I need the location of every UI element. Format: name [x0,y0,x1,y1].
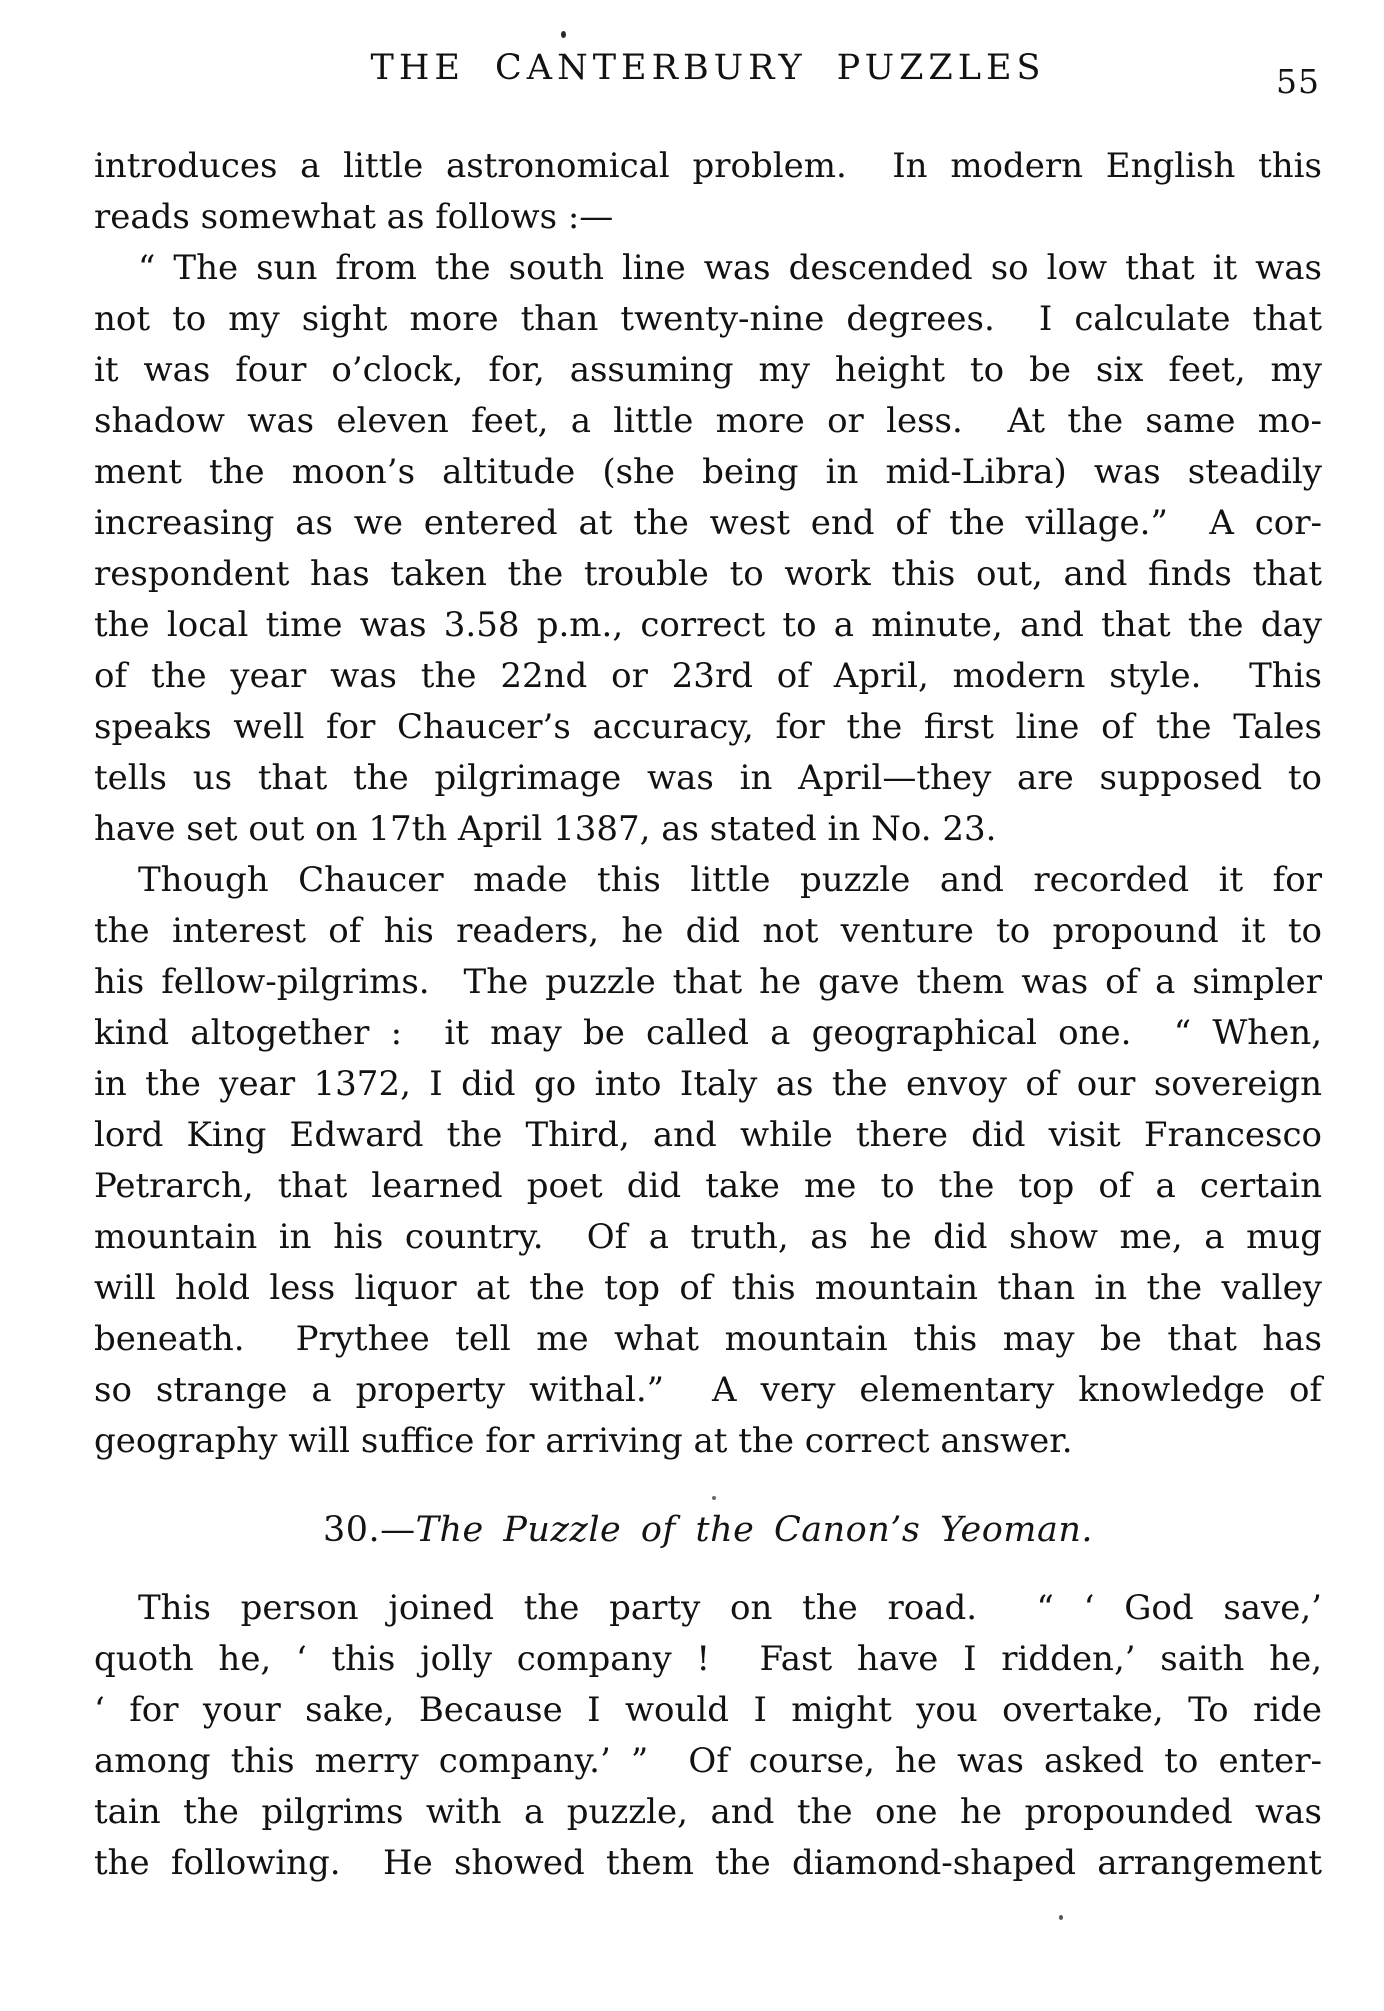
text-line: mountain in his country. Of a truth, as he did show me, a mug [94,1217,1322,1257]
scan-speck [1059,1915,1063,1920]
text-line: lord King Edward the Third, and while there did visit Francesco [94,1115,1322,1155]
page-number: 55 [1276,62,1320,101]
section-heading-title: The Puzzle of the Canon’s Yeoman. [415,1510,1094,1550]
section-heading [94,1505,1322,1556]
running-title: THE CANTERBURY PUZZLES [370,48,1046,88]
paragraph [94,243,1322,855]
text-line: tain the pilgrims with a puzzle, and the one he propounded was [94,1792,1322,1832]
page-header [94,48,1322,108]
text-line: not to my sight more than twenty-nine degrees. I calculate that [94,299,1322,339]
scan-speck [561,31,566,38]
paragraph [94,1583,1322,1889]
text-line: tells us that the pilgrimage was in April—they are supposed to [94,758,1322,798]
text-line: so strange a property withal.” A very elementary knowledge of [94,1370,1322,1410]
text-line: his fellow-pilgrims. The puzzle that he gave them was of a simpler [94,962,1322,1002]
page-body [94,141,1322,1889]
text-line: This person joined the party on the road. “ ‘ God save,’ [138,1588,1322,1628]
text-line: ment the moon’s altitude (she being in mid-Libra) was steadily [94,452,1322,492]
text-line: increasing as we entered at the west end of the village.” A cor- [94,503,1322,543]
text-line: Petrarch, that learned poet did take me to the top of a certain [94,1166,1322,1206]
paragraph [94,141,1322,243]
text-line: kind altogether : it may be called a geographical one. “ When, [94,1013,1322,1053]
text-line: “ The sun from the south line was descended so low that it was [138,248,1322,288]
text-line: respondent has taken the trouble to work this out, and finds that [94,554,1322,594]
paragraph [94,855,1322,1467]
text-line: ‘ for your sake, Because I would I might you overtake, To ride [94,1690,1322,1730]
text-line: Though Chaucer made this little puzzle and recorded it for [138,860,1322,900]
section-heading-number: 30.— [322,1510,416,1550]
text-line: quoth he, ‘ this jolly company ! Fast have I ridden,’ saith he, [94,1639,1322,1679]
text-line: introduces a little astronomical problem. In modern English this [94,146,1322,186]
text-line: the following. He showed them the diamond-shaped arrangement [94,1843,1322,1883]
text-line: shadow was eleven feet, a little more or less. At the same mo- [94,401,1322,441]
text-line: the local time was 3.58 p.m., correct to a minute, and that the day [94,605,1322,645]
text-line: speaks well for Chaucer’s accuracy, for the first line of the Tales [94,707,1322,747]
text-line: the interest of his readers, he did not venture to propound it to [94,911,1322,951]
text-line: among this merry company.’ ” Of course, he was asked to enter- [94,1741,1322,1781]
text-line: have set out on 17th April 1387, as stated in No. 23. [94,809,997,849]
text-line: in the year 1372, I did go into Italy as the envoy of our sovereign [94,1064,1322,1104]
text-line: reads somewhat as follows :— [94,197,614,237]
text-line: of the year was the 22nd or 23rd of April, modern style. This [94,656,1322,696]
text-line: geography will suffice for arriving at the correct answer. [94,1421,1073,1461]
text-line: beneath. Prythee tell me what mountain this may be that has [94,1319,1322,1359]
scan-speck [712,1496,716,1500]
text-line: will hold less liquor at the top of this mountain than in the valley [94,1268,1322,1308]
text-line: it was four o’clock, for, assuming my height to be six feet, my [94,350,1322,390]
